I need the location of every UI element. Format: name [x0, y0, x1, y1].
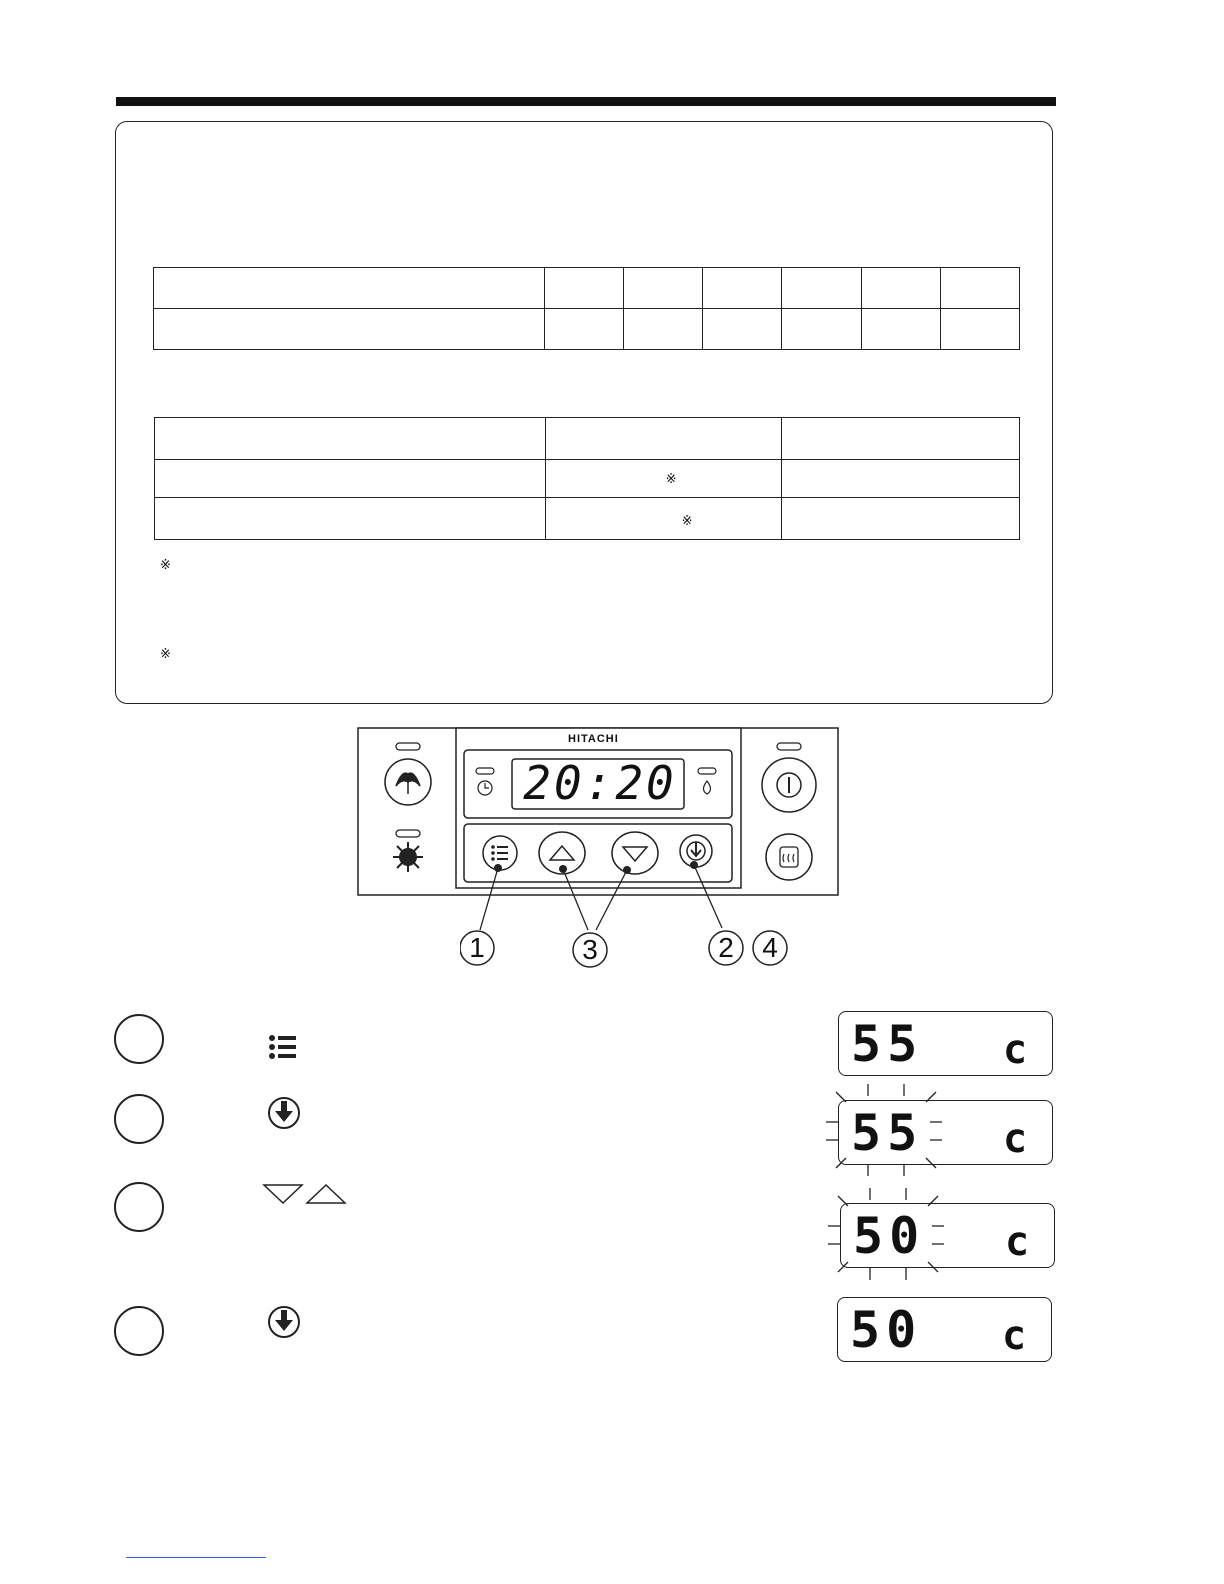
table1-cell [624, 309, 703, 350]
panel-time-display: 20:20 [523, 756, 677, 810]
lcd-value: 55 [851, 1015, 924, 1073]
table2-cell [545, 498, 781, 540]
header-rule [116, 97, 1056, 106]
table2-cell [781, 498, 1019, 540]
blink-rays-step-3 [826, 1186, 950, 1282]
lcd-step-1 [838, 1011, 1053, 1076]
table1-cell [154, 268, 545, 309]
lcd-step-4 [837, 1297, 1052, 1362]
lcd-value: 55 [851, 1104, 924, 1162]
table1-cell [862, 309, 941, 350]
table1-cell [703, 268, 782, 309]
callout-1: 1 [469, 932, 485, 963]
settings-table-1 [153, 267, 1020, 350]
enter-icon [266, 1304, 302, 1340]
lcd-value: 50 [850, 1301, 923, 1359]
table1-cell [544, 309, 624, 350]
footnote-mark-1: ※ [160, 558, 171, 573]
table1-cell [862, 268, 941, 309]
menu-list-icon [266, 1032, 300, 1062]
brand-label: HITACHI [568, 733, 619, 745]
callout-4: 4 [762, 932, 778, 963]
enter-icon [266, 1095, 302, 1131]
footer-link-underline[interactable] [126, 1557, 266, 1558]
footnote-mark-2: ※ [160, 647, 171, 662]
info-box [115, 121, 1053, 704]
down-up-icons [262, 1182, 348, 1206]
step-3-circle [114, 1182, 164, 1232]
table1-cell [782, 268, 862, 309]
lcd-unit: c [1003, 1027, 1034, 1073]
table1-cell [941, 309, 1020, 350]
table2-cell [155, 460, 546, 498]
table1-cell [941, 268, 1020, 309]
step-1-circle [114, 1014, 164, 1064]
note-mark: ※ [665, 472, 677, 487]
lcd-unit: c [1005, 1219, 1036, 1265]
table1-cell [544, 268, 624, 309]
table2-cell [155, 418, 546, 460]
callout-2: 2 [718, 932, 734, 963]
lcd-unit: c [1002, 1313, 1033, 1359]
step-2-circle [114, 1094, 164, 1144]
lcd-value: 50 [853, 1207, 926, 1265]
table1-cell [703, 309, 782, 350]
table1-cell [782, 309, 862, 350]
table1-cell [154, 309, 545, 350]
table2-cell [545, 418, 781, 460]
blink-rays-step-2 [824, 1082, 948, 1178]
note-mark: ※ [681, 514, 693, 529]
table2-cell [545, 460, 781, 498]
callout-3: 3 [582, 934, 598, 965]
lcd-unit: c [1003, 1116, 1034, 1162]
step-4-circle [114, 1306, 164, 1356]
table2-cell [781, 460, 1019, 498]
table2-cell [781, 418, 1019, 460]
table1-cell [624, 268, 703, 309]
table2-cell [155, 498, 546, 540]
callout-leaders [460, 860, 800, 980]
settings-table-2 [154, 417, 1020, 540]
